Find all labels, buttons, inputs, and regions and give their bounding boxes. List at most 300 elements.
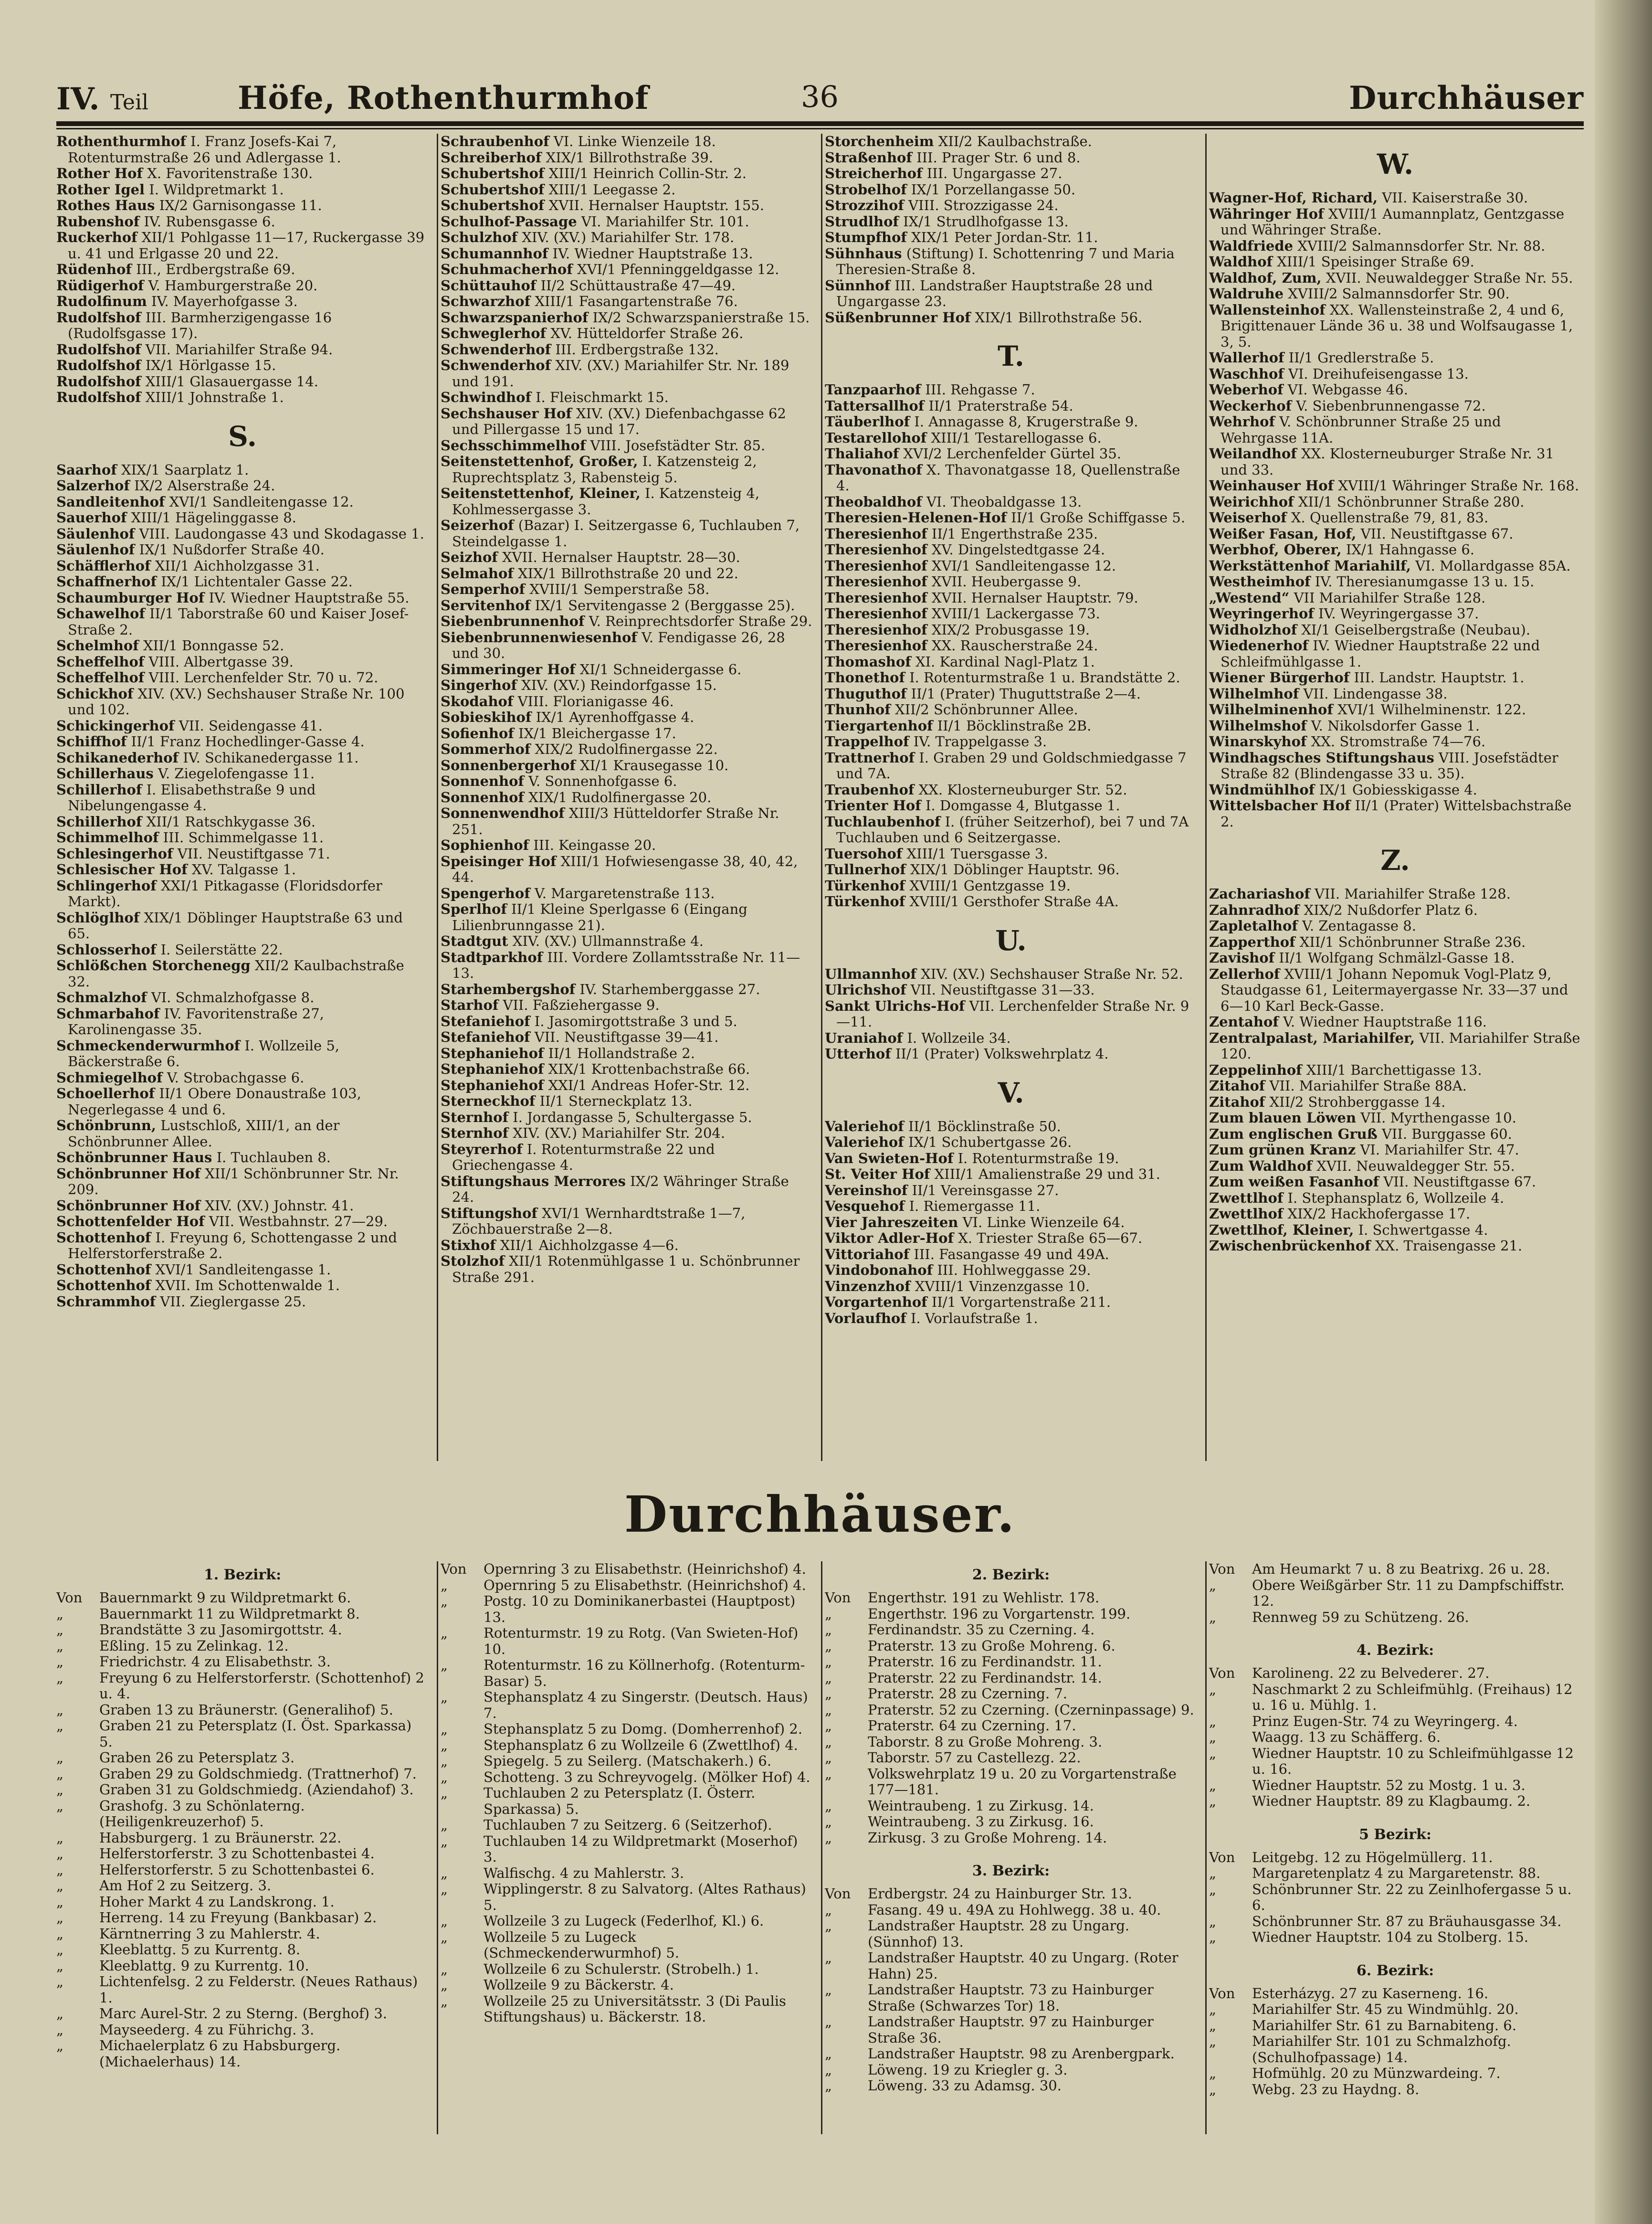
passage-entry [825,1718,1197,1734]
directory-entry [1209,1126,1581,1143]
entry-name: Schillerhof [56,813,142,830]
page-number: 36 [801,79,839,114]
passage-route: Erdbergstr. 24 zu Hainburger Str. 13. [868,1885,1132,1902]
directory-entry [56,542,429,558]
entry-name: Wittelsbacher Hof [1209,797,1351,814]
passage-entry [441,1881,813,1913]
passage-prefix: „ [56,1845,64,1862]
entry-address: I. Schwertgasse 4. [1358,1221,1488,1238]
courtyard-directory [56,134,1584,1461]
entry-address: XI/1 Krausegasse 10. [580,757,729,773]
directory-entry [441,406,813,438]
entry-address: XVIII/1 Aumannplatz, Gentzgasse und Währinger Straße. [1221,205,1565,238]
passage-prefix: „ [56,1829,64,1846]
entry-name: Schlingerhof [56,877,157,894]
entry-address: I. Vorlaufstraße 1. [910,1310,1038,1326]
entry-name: Schubertshof [441,181,545,198]
entry-name: Zapletalhof [1209,918,1298,934]
directory-entry [56,958,429,990]
passage-route: Karolineng. 22 zu Belvederег. 27. [1252,1665,1490,1681]
directory-entry [1209,1142,1581,1158]
entry-name: Zwettlhof [1209,1206,1284,1222]
entry-address: XIV. (XV.) Mariahilfer Str. 204. [513,1125,726,1141]
entry-name: Schlößchen Storchenegg [56,957,251,974]
entry-address: IX/2 Alserstraße 24. [134,477,275,494]
entry-address: V. Hamburgerstraße 20. [148,277,318,294]
directory-entry [1209,1078,1581,1094]
directory-entry [441,342,813,358]
passage-entry [1209,2002,1581,2018]
directory-entry [825,558,1197,574]
passage-prefix: „ [1209,1881,1217,1897]
entry-name: Sternhof [441,1125,509,1141]
passage-route: Brandstätte 3 zu Jasomirgottstr. 4. [99,1621,342,1638]
entry-name: Sterneckhof [441,1093,536,1109]
entry-name: Sonnenhof [441,789,524,805]
entry-address: VII. Neustiftgasse 67. [1383,1174,1536,1190]
passage-route: Hoher Markt 4 zu Landskrong. 1. [99,1893,335,1910]
directory-entry [825,1279,1197,1295]
entry-address: XIX/2 Hackhofergasse 17. [1287,1206,1471,1222]
entry-name: Theresienhof [825,621,927,638]
entry-address: XIX/1 Billrothstraße 20 und 22. [518,565,738,582]
entry-name: Theresienhof [825,541,927,558]
entry-name: Schottenhof [56,1277,151,1293]
directory-entry [1209,398,1581,414]
entry-address: XIX/1 Döblinger Hauptstraße 63 und 65. [68,909,403,942]
entry-name: Schwenderhof [441,341,551,358]
passage-route: Rotenturmstr. 19 zu Rotg. (Van Swieten-Hof) 10. [484,1625,799,1657]
running-title: Höfe, Rothenthurmhof [238,79,649,116]
directory-entry [441,886,813,902]
entry-address: IX/1 Servitengasse 2 (Berggasse 25). [535,597,795,614]
passage-route: Praterstr. 28 zu Czerning. 7. [868,1685,1068,1702]
page-header [56,76,1584,119]
directory-entry [825,310,1197,326]
entry-address: V. Margaretenstraße 113. [534,885,715,901]
directory-entry [825,166,1197,182]
directory-entry [56,462,429,478]
entry-name: Wehrhof [1209,413,1275,430]
directory-entry [56,638,429,654]
entry-address: II/1 Sterneckplatz 13. [539,1093,693,1109]
entry-address: I. Domgasse 4, Blutgasse 1. [925,797,1120,814]
passage-route: Helferstorferstr. 5 zu Schottenbastei 6. [99,1861,375,1878]
entry-address: XVIII/1 Semperstraße 58. [529,581,710,597]
entry-address: XII/1 Aichholzgasse 31. [155,557,320,574]
passage-prefix: „ [441,1657,448,1673]
directory-entry [441,518,813,550]
passage-prefix: „ [441,1928,448,1945]
passage-entry [825,1886,1197,1902]
directory-entry [56,310,429,342]
passage-entry [825,1590,1197,1606]
entry-name: Steyrerhof [441,1141,523,1157]
passage-prefix: „ [825,1797,832,1814]
entry-address: II/1 (Prater) Thuguttstraße 2—4. [911,685,1141,702]
entry-address: XII/1 Rotenmühlgasse 1 u. Schönbrunner Straße 291. [452,1253,800,1285]
entry-name: Zum weißen Fasanhof [1209,1174,1379,1190]
directory-entry [56,718,429,734]
directory-entry [825,574,1197,590]
passage-prefix: „ [56,1669,64,1686]
passage-entry [441,1769,813,1786]
entry-address: IV. Theresianumgasse 13 u. 15. [1315,573,1535,590]
passage-route: Wollzeile 25 zu Universitätsstr. 3 (Di Paulis Stiftungshaus) u. Bäckerstr. 18. [484,1992,786,2025]
entry-name: Stiftungshaus Merrores [441,1173,626,1189]
directory-entry [1209,1158,1581,1175]
entry-name: Stephaniehof [441,1077,544,1093]
entry-name: Rudolfshof [56,309,141,326]
passage-route: Praterstr. 64 zu Czerning. 17. [868,1717,1076,1734]
entry-address: VII. Neustiftgasse 67. [1360,525,1514,542]
entry-address: XIII/1 Johnstraße 1. [145,389,284,405]
directory-entry [825,638,1197,654]
entry-name: Schlesischer Hof [56,861,188,878]
entry-name: Thuguthof [825,685,907,702]
passage-entry [1209,1729,1581,1746]
passage-route: Stephansplatz 6 zu Wollzeile 6 (Zwettlhof) 4. [484,1737,798,1753]
directory-entry [441,438,813,454]
passage-entry [56,1750,429,1766]
passage-entry [825,1918,1197,1950]
directory-entry [441,1110,813,1126]
passage-entry [1209,2033,1581,2065]
entry-name: Selmahof [441,565,514,582]
directory-entry [825,414,1197,430]
directory-entry [56,830,429,846]
entry-name: Semperhof [441,581,525,597]
passage-entry [1209,1665,1581,1682]
entry-name: Schüttauhof [441,277,537,294]
entry-name: Storchenheim [825,134,934,149]
directory-entry [56,374,429,390]
passage-entry [56,1670,429,1702]
directory-entry [56,750,429,766]
entry-name: Sommerhof [441,741,531,757]
passage-route: Am Hof 2 zu Seitzerg. 3. [99,1877,272,1894]
passage-prefix: „ [56,1973,64,1990]
passage-prefix: „ [56,1861,64,1878]
directory-entry [56,342,429,358]
entry-address: XIV. (XV.) Mariahilfer Str. 178. [522,229,735,245]
entry-name: Van Swieten-Hof [825,1150,954,1166]
entry-address: XIII/1 Hägelinggasse 8. [131,509,296,526]
passage-route: Engerthstr. 191 zu Wehlistr. 178. [868,1589,1100,1606]
passage-entry [441,1578,813,1594]
passage-entry [1209,1914,1581,1930]
entry-name: Schönbrunn, [56,1117,157,1133]
passage-route: Landstraßer Hauptstr. 40 zu Ungarg. (Roter Hahn) 25. [868,1949,1178,1982]
directory-entry [56,878,429,910]
directory-entry [825,590,1197,606]
entry-name: Schönbrunner Hof [56,1197,200,1214]
entry-address: I. Rotenturmstraße 22 und Griechengasse 4. [452,1141,715,1173]
passage-entry [1209,1714,1581,1730]
entry-name: Scheffelhof [56,653,145,670]
directory-entry [1209,494,1581,510]
entry-name: Ruckerhof [56,229,137,245]
directory-entry [825,670,1197,686]
entry-name: Werbhof, Oberer, [1209,541,1342,558]
passage-entry [825,1606,1197,1622]
entry-name: Scheffelhof [56,669,145,686]
entry-name: Rudolfshof [56,357,141,373]
entry-address: I. Wollzeile 34. [907,1029,1011,1046]
passage-prefix: „ [825,2045,832,2062]
directory-entry [441,997,813,1014]
passage-route: Löweng. 33 zu Adamsg. 30. [868,2077,1062,2094]
passage-entry [825,1982,1197,2014]
passage-entry [56,1702,429,1718]
directory-entry [441,741,813,758]
entry-address: II/1 Gredlerstraße 5. [1288,349,1434,366]
directory-entry [441,726,813,742]
directory-entry [441,773,813,790]
directory-entry [825,382,1197,398]
passage-route: Webg. 23 zu Haydng. 8. [1252,2081,1420,2097]
entry-address: XIII/1 Heinrich Collin-Str. 2. [548,165,747,181]
entry-name: Vinzenzhof [825,1278,911,1294]
directory-entry [441,710,813,726]
entry-name: Zentahof [1209,1014,1279,1030]
directory-entry [441,198,813,214]
entry-name: Vorgartenhof [825,1294,927,1310]
directory-entry [1209,526,1581,542]
passage-entry [56,2022,429,2038]
passage-route: Naschmarkt 2 zu Schleifmühlg. (Freihaus) 12 u. 16 u. Mühlg. 1. [1252,1681,1573,1713]
directory-entry [1209,670,1581,686]
entry-address: XIII/1 Amalienstraße 29 und 31. [934,1166,1160,1182]
entry-address: IV. Wiedner Hauptstraße 22 und Schleifmühlgasse 1. [1221,637,1540,670]
entry-name: Schrammhof [56,1293,156,1310]
directory-entry [1209,902,1581,919]
passage-route: Stephansplatz 5 zu Domg. (Domherrenhof) 2. [484,1721,803,1737]
directory-entry [1209,302,1581,350]
entry-name: Zitahof [1209,1078,1265,1094]
entry-address: XIII/1 Barchettigasse 13. [1306,1061,1482,1078]
entry-address: XIX/2 Nußdorfer Platz 6. [1304,901,1478,918]
passage-prefix: „ [1209,1793,1217,1809]
directory-page [56,72,1584,2201]
entry-name: Zum englischen Gruß [1209,1125,1378,1142]
entry-address: XX. Klosterneuburger Str. 52. [918,781,1127,798]
entry-name: Sternhof [441,1109,509,1125]
directory-entry [441,901,813,933]
directory-entry [441,550,813,566]
passage-entry [56,1878,429,1894]
entry-name: Zum blauen Löwen [1209,1110,1357,1126]
directory-entry [1209,1222,1581,1239]
entry-address: XII/1 Bonngasse 52. [143,637,284,654]
directory-entry [56,1262,429,1278]
passage-route: Graben 13 zu Bräunerstr. (Generalihof) 5. [99,1701,393,1718]
entry-name: Wilhelminenhof [1209,701,1333,718]
directory-entry [825,462,1197,494]
entry-name: Stefaniehof [441,1013,530,1029]
passage-prefix: „ [825,1901,832,1918]
entry-address: XX. Rauscherstraße 24. [931,637,1098,654]
directory-entry [825,718,1197,734]
entry-name: Stadtgut [441,933,508,949]
passage-entry [56,1766,429,1782]
entry-name: Seizerhof [441,517,514,533]
passage-entry [441,1689,813,1721]
entry-name: Stolzhof [441,1253,505,1269]
entry-address: XIV. (XV.) Reindorfgasse 15. [521,677,717,693]
column-divider [1205,134,1207,1461]
entry-name: Zavishof [1209,950,1275,966]
passage-route: Stephansplatz 4 zu Singerstr. (Deutsch. Haus) 7. [484,1689,808,1721]
directory-entry [56,590,429,606]
passage-prefix: „ [441,1689,448,1705]
passage-prefix: „ [1209,1929,1217,1945]
entry-address: VII. Lerchenfelder Straße Nr. 9—11. [836,997,1189,1030]
passage-prefix: Von [56,1589,83,1606]
entry-address: XV. Talgasse 1. [191,861,296,878]
passage-route: Graben 29 zu Goldschmiedg. (Trattnerhof) 7. [99,1765,417,1782]
directory-entry [825,1183,1197,1199]
entry-address: IX/2 Schwarzspanierstraße 15. [592,309,810,326]
directory-entry [825,878,1197,894]
entry-address: V. Strobachgasse 6. [167,1069,305,1086]
entry-name: Tanzpaarhof [825,381,921,398]
entry-name: Sankt Ulrichs-Hof [825,997,965,1014]
entry-address: VII. Seidengasse 41. [179,717,323,734]
entry-address: VII. Westbahnstr. 27—29. [209,1213,388,1229]
directory-entry [441,805,813,837]
directory-entry [441,1142,813,1174]
passage-column-2 [441,1561,813,2192]
entry-name: Theresienhof [825,525,927,542]
entry-name: Trattnerhof [825,749,915,766]
entry-name: Weinhauser Hof [1209,477,1334,494]
entry-address: IX/1 Lichtentaler Gasse 22. [161,573,353,590]
passage-route: Wollzeile 6 zu Schulerstr. (Strobelh.) 1. [484,1960,759,1977]
directory-entry [56,1070,429,1086]
entry-address: XI/1 Schneidergasse 6. [579,661,742,678]
entry-address: II/1 Böcklinstraße 2B. [937,717,1092,734]
entry-address: XII/1 Aichholzgasse 4—6. [500,1237,679,1253]
entry-name: Rüdigerhof [56,277,144,294]
entry-name: Zum grünen Kranz [1209,1142,1356,1158]
directory-entry [56,182,429,198]
entry-name: Westheimhof [1209,573,1311,590]
directory-entry [825,734,1197,750]
entry-name: Vesquehof [825,1198,905,1214]
directory-entry [441,1093,813,1110]
passage-entry [825,1686,1197,1702]
passage-entry [1209,1561,1581,1578]
entry-name: Rothes Haus [56,197,155,213]
directory-entry [825,982,1197,998]
passage-prefix: „ [56,2021,64,2038]
passage-route: Tuchlauben 14 zu Wildpretmarkt (Moserhof) 3. [484,1832,798,1865]
passage-route: Praterstr. 16 zu Ferdinandstr. 11. [868,1653,1102,1670]
entry-name: Weyringerhof [1209,605,1314,622]
directory-entry [56,494,429,510]
passage-entry [56,1958,429,1974]
directory-entry [1209,382,1581,398]
entry-name: Schaffnerhof [56,573,157,590]
passage-route: Grashofg. 3 zu Schönlaterng. (Heiligenkreuzerhof) 5. [99,1797,305,1830]
passage-route: Obere Weißgärber Str. 11 zu Dampfschiffstr. 12. [1252,1577,1565,1609]
entry-name: Schlöglhof [56,909,140,926]
directory-entry [56,230,429,262]
directory-entry [441,214,813,230]
entry-address: VIII. Josefstädter Straße 82 (Blindengasse 33 u. 35). [1221,749,1558,782]
entry-address: VII. Burggasse 60. [1381,1125,1512,1142]
directory-entry [56,1086,429,1118]
directory-entry [56,670,429,686]
entry-name: Schmiegelhof [56,1069,163,1086]
directory-entry [441,1125,813,1142]
entry-address: XVIII/1 Gentzgasse 19. [909,877,1071,894]
passage-route: Landstraßer Hauptstr. 98 zu Arenbergpark. [868,2045,1175,2062]
directory-entry [825,1046,1197,1062]
directory-entry [1209,1110,1581,1126]
entry-name: Schönbrunner Hof [56,1165,200,1182]
directory-entry [56,1198,429,1214]
entry-address: IX/1 Hahngasse 6. [1346,541,1475,558]
passage-route: Friedrichstr. 4 zu Elisabethstr. 3. [99,1653,331,1670]
passage-route: Lichtenfelsg. 2 zu Felderstr. (Neues Rathaus) 1. [99,1973,418,2006]
entry-name: Schlosserhof [56,941,157,958]
district-heading: 3. Bezirk: [972,1863,1050,1879]
entry-address: XV. Dingelstedtgasse 24. [931,541,1105,558]
passage-route: Praterstr. 22 zu Ferdinandstr. 14. [868,1669,1102,1686]
passage-prefix: „ [1209,1777,1217,1793]
passage-prefix: „ [1209,1609,1217,1625]
passage-route: Margaretenplatz 4 zu Margaretenstr. 88. [1252,1865,1541,1881]
column-divider [821,1561,822,2134]
entry-name: Waldruhe [1209,286,1284,302]
passage-entry [825,1654,1197,1670]
directory-entry [56,734,429,750]
directory-entry [441,758,813,774]
entry-address: II/1 Hollandstraße 2. [548,1045,695,1061]
directory-column-2 [441,134,813,1461]
entry-name: Schillerhof [56,781,142,798]
passage-prefix: „ [56,1941,64,1958]
entry-address: XII/2 Kaulbachstraße 32. [68,957,404,990]
entry-address: III. Ungargasse 27. [926,165,1063,181]
directory-entry [441,230,813,246]
passage-entry [441,1561,813,1578]
entry-address: II/1 Taborstraße 60 und Kaiser Josef-Straße 2. [68,605,409,638]
directory-entry [825,1294,1197,1311]
entry-address: IX/1 Strudlhofgasse 13. [903,213,1069,230]
entry-address: VI. Webgasse 46. [1287,381,1408,398]
directory-entry [441,566,813,582]
passage-route: Engerthstr. 196 zu Vorgartenstr. 199. [868,1605,1131,1622]
passage-entry [1209,1793,1581,1810]
entry-address: XIII/3 Hütteldorfer Straße Nr. 251. [452,805,779,837]
directory-entry [1209,918,1581,934]
directory-entry [56,478,429,494]
directory-entry [56,294,429,310]
directory-entry [1209,1190,1581,1207]
directory-entry [1209,510,1581,526]
page-edge-shadow [1595,0,1652,2224]
entry-name: Thomashof [825,653,911,670]
entry-address: I. (früher Seitzerhof), bei 7 und 7A Tuchlauben und 6 Seitzergasse. [836,813,1189,846]
entry-address: I. Rotenturmstraße 1 u. Brandstätte 2. [909,669,1180,686]
passage-entry [441,1785,813,1817]
entry-address: IV. Starhemberggasse 27. [579,981,760,997]
passage-prefix: „ [441,1913,448,1929]
passage-entry [825,1750,1197,1766]
